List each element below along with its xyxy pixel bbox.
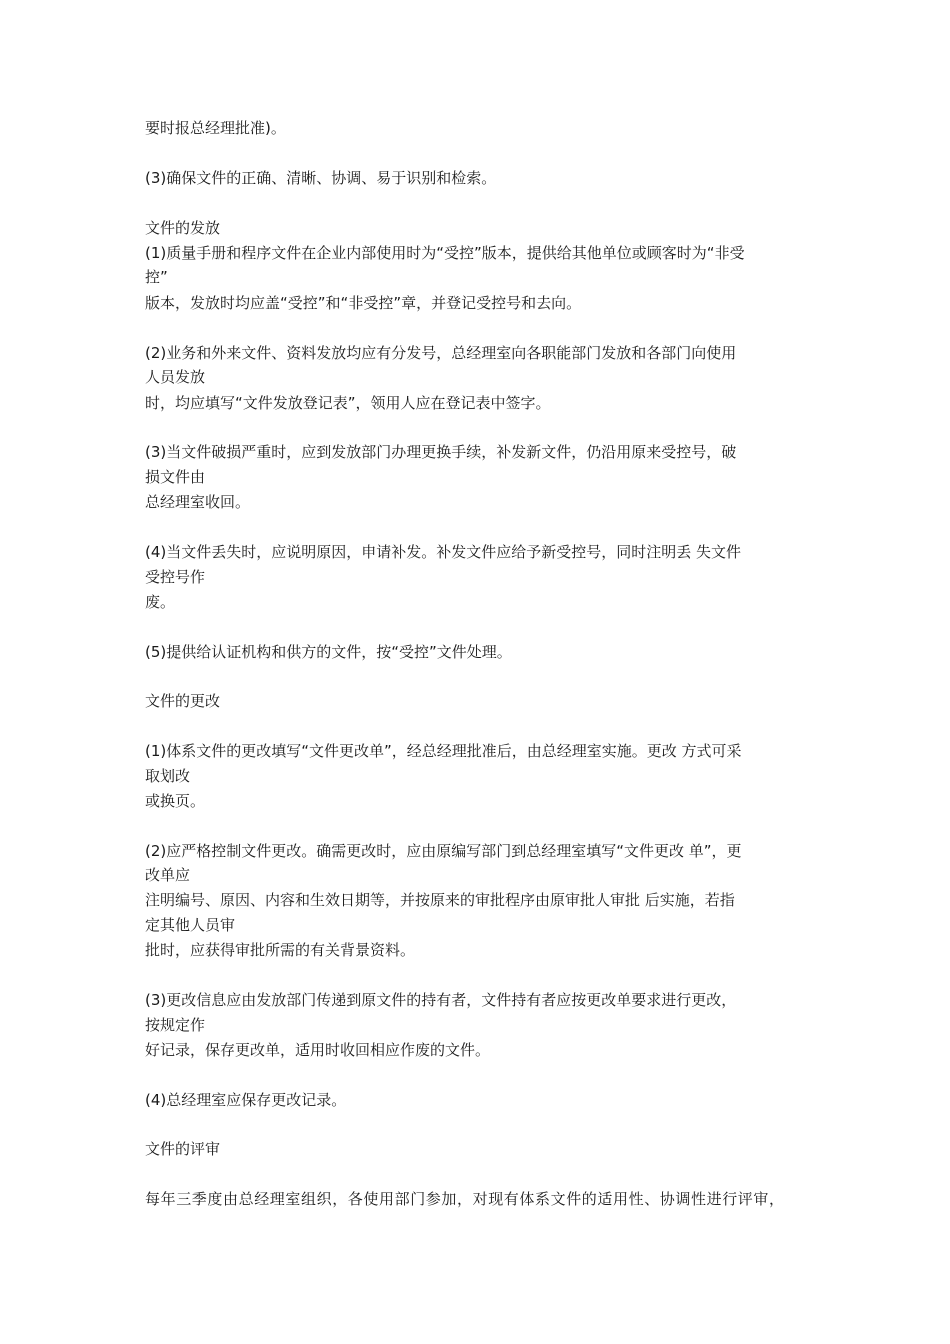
text-line: (3)确保文件的正确、清晰、协调、易于识别和检索。	[145, 169, 497, 187]
text-line: (2)应严格控制文件更改。确需更改时，应由原编写部门到总经理室填写“文件更改 单”，更	[145, 842, 742, 860]
text-line: (1)质量手册和程序文件在企业内部使用时为“受控”版本，提供给其他单位或顾客时为“非受	[145, 244, 745, 262]
text-line: 或换页。	[145, 792, 206, 810]
text-line: 控”	[145, 268, 168, 286]
text-line: 时，均应填写“文件发放登记表”，领用人应在登记表中签字。	[145, 394, 551, 412]
text-line: 人员发放	[145, 368, 206, 386]
section-heading-change: 文件的更改	[145, 692, 221, 710]
text-line: (3)当文件破损严重时，应到发放部门办理更换手续，补发新文件，仍沿用原来受控号，破	[145, 443, 737, 461]
text-line: (1)体系文件的更改填写“文件更改单”，经总经理批准后，由总经理室实施。更改 方式可采	[145, 742, 742, 760]
text-line: 好记录，保存更改单，适用时收回相应作废的文件。	[145, 1041, 491, 1059]
text-line: 批时，应获得审批所需的有关背景资料。	[145, 941, 416, 959]
text-line: 总经理室收回。	[145, 493, 251, 511]
text-line: 取划改	[145, 767, 191, 785]
section-heading-review: 文件的评审	[145, 1140, 221, 1158]
text-line: 每年三季度由总经理室组织，各使用部门参加，对现有体系文件的适用性、协调性进行评审，	[145, 1190, 785, 1208]
text-line: 受控号作	[145, 568, 206, 586]
text-line: (4)当文件丢失时，应说明原因，申请补发。补发文件应给予新受控号，同时注明丢 失文件	[145, 543, 742, 561]
text-line: (5)提供给认证机构和供方的文件，按“受控”文件处理。	[145, 643, 512, 661]
text-line: 按规定作	[145, 1016, 206, 1034]
text-line: (4)总经理室应保存更改记录。	[145, 1091, 347, 1109]
text-line: 废。	[145, 593, 176, 611]
text-line: 损文件由	[145, 468, 206, 486]
text-line: 定其他人员审	[145, 916, 236, 934]
text-line: (2)业务和外来文件、资料发放均应有分发号，总经理室向各职能部门发放和各部门向使用	[145, 344, 737, 362]
text-line: 改单应	[145, 866, 191, 884]
section-heading-distribution: 文件的发放	[145, 219, 221, 237]
text-line: 版本，发放时均应盖“受控”和“非受控”章，并登记受控号和去向。	[145, 294, 582, 312]
text-line: (3)更改信息应由发放部门传递到原文件的持有者，文件持有者应按更改单要求进行更改，	[145, 991, 737, 1009]
text-line: 注明编号、原因、内容和生效日期等，并按原来的审批程序由原审批人审批 后实施，若指	[145, 891, 735, 909]
text-line: 要时报总经理批准)。	[145, 119, 286, 137]
